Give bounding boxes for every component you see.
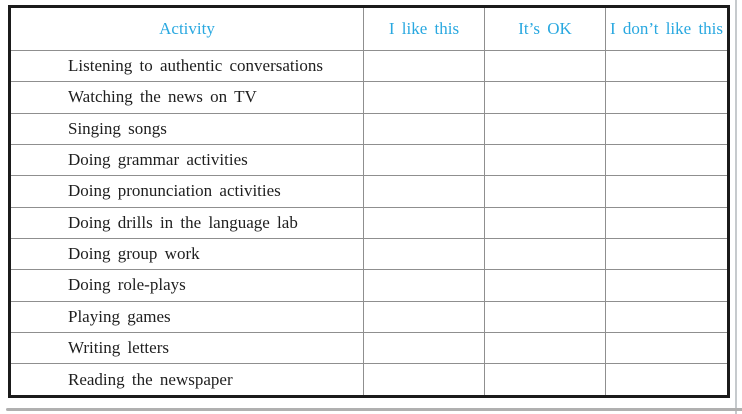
table-row <box>10 238 729 269</box>
activity-label: Doing drills in the language lab <box>10 207 364 238</box>
table-header-row <box>10 7 729 51</box>
response-cell-dislike <box>606 82 729 113</box>
response-cell-ok <box>485 207 606 238</box>
response-cell-ok <box>485 238 606 269</box>
response-cell-ok <box>485 332 606 363</box>
response-cell-dislike <box>606 207 729 238</box>
column-header-like: I like this <box>364 7 485 51</box>
response-cell-like <box>364 144 485 175</box>
activity-label: Doing grammar activities <box>10 144 364 175</box>
activity-label: Playing games <box>10 301 364 332</box>
table-row <box>10 301 729 332</box>
response-cell-like <box>364 270 485 301</box>
activity-label: Doing group work <box>10 238 364 269</box>
response-cell-like <box>364 332 485 363</box>
response-cell-ok <box>485 270 606 301</box>
table-row <box>10 270 729 301</box>
response-cell-dislike <box>606 301 729 332</box>
table-row <box>10 51 729 82</box>
response-cell-dislike <box>606 270 729 301</box>
response-cell-like <box>364 82 485 113</box>
column-header-ok: It’s OK <box>485 7 606 51</box>
response-cell-ok <box>485 82 606 113</box>
response-cell-like <box>364 113 485 144</box>
response-cell-ok <box>485 113 606 144</box>
response-cell-dislike <box>606 113 729 144</box>
response-cell-like <box>364 176 485 207</box>
response-cell-dislike <box>606 176 729 207</box>
activity-label: Watching the news on TV <box>10 82 364 113</box>
page-edge-line-vertical <box>735 0 737 414</box>
response-cell-like <box>364 364 485 397</box>
response-cell-ok <box>485 301 606 332</box>
table-row <box>10 113 729 144</box>
response-cell-like <box>364 301 485 332</box>
response-cell-dislike <box>606 144 729 175</box>
table-row <box>10 207 729 238</box>
response-cell-like <box>364 238 485 269</box>
activity-label: Listening to authentic conversations <box>10 51 364 82</box>
table-row <box>10 144 729 175</box>
table-row <box>10 82 729 113</box>
response-cell-dislike <box>606 332 729 363</box>
response-cell-ok <box>485 364 606 397</box>
response-cell-ok <box>485 144 606 175</box>
activity-preferences-table <box>8 5 730 398</box>
activity-label: Doing pronunciation activities <box>10 176 364 207</box>
response-cell-like <box>364 207 485 238</box>
page-edge-line-horizontal <box>6 408 742 411</box>
response-cell-ok <box>485 51 606 82</box>
table-row <box>10 176 729 207</box>
response-cell-dislike <box>606 364 729 397</box>
activity-label: Reading the newspaper <box>10 364 364 397</box>
table-row <box>10 364 729 397</box>
activity-label: Doing role-plays <box>10 270 364 301</box>
column-header-activity: Activity <box>10 7 364 51</box>
response-cell-dislike <box>606 51 729 82</box>
column-header-dislike: I don’t like this <box>606 7 729 51</box>
response-cell-like <box>364 51 485 82</box>
activity-label: Singing songs <box>10 113 364 144</box>
response-cell-dislike <box>606 238 729 269</box>
activity-label: Writing letters <box>10 332 364 363</box>
response-cell-ok <box>485 176 606 207</box>
table-row <box>10 332 729 363</box>
